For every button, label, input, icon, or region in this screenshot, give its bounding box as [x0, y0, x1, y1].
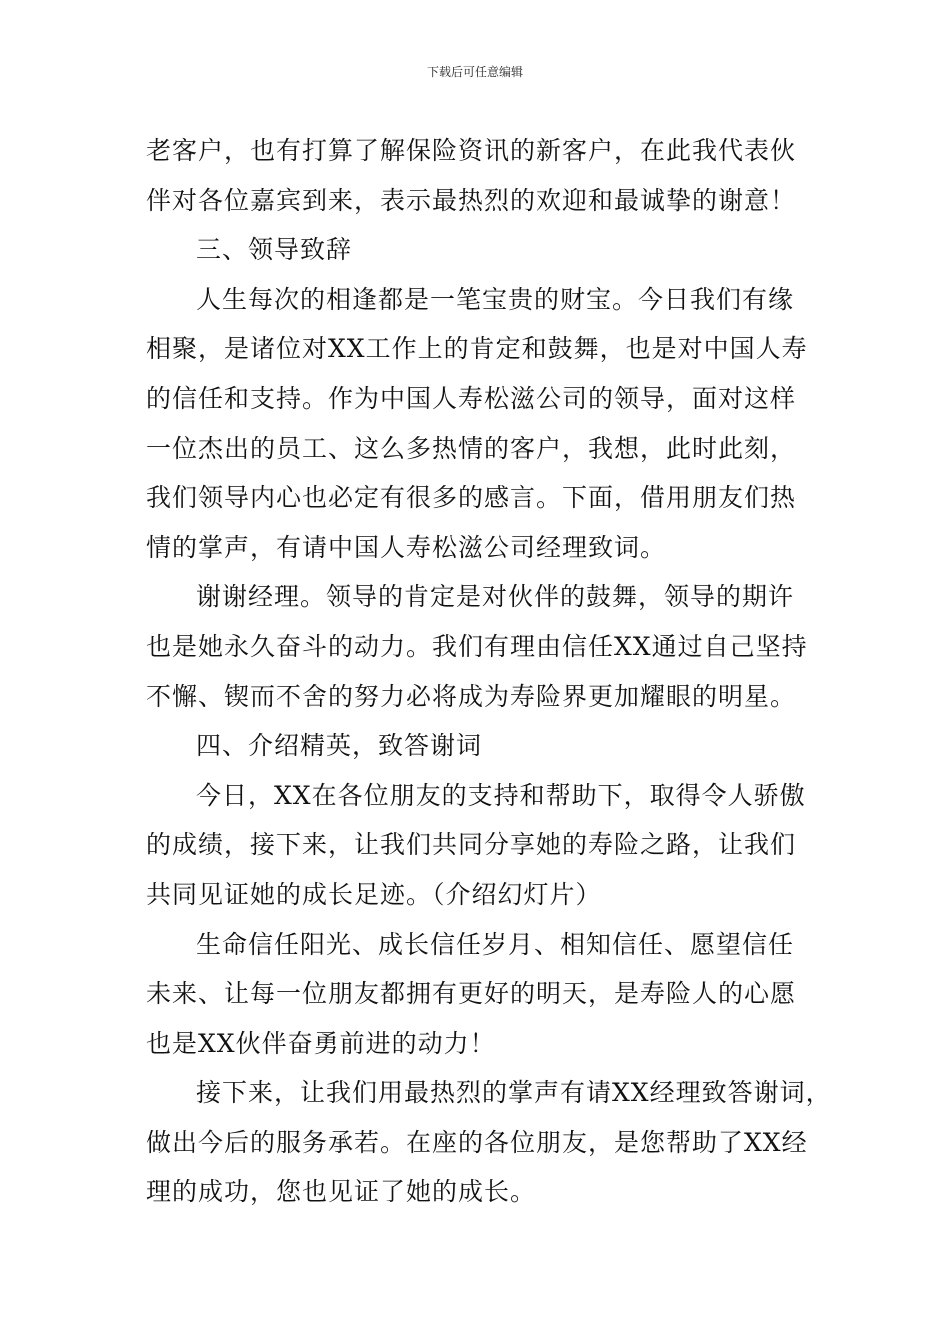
text-line: 伴对各位嘉宾到来，表示最热烈的欢迎和最诚挚的谢意！ [146, 185, 797, 215]
text-line: 谢谢经理。领导的肯定是对伙伴的鼓舞，领导的期许 [196, 582, 795, 612]
text-line: 也是XX伙伴奋勇前进的动力！ [146, 1028, 496, 1058]
text-line: 一位杰出的员工、这么多热情的客户，我想，此时此刻， [146, 433, 797, 463]
text-line: 做出今后的服务承若。在座的各位朋友，是您帮助了XX经 [146, 1127, 808, 1157]
page-header: 下载后可任意编辑 [426, 65, 523, 79]
text-line: 老客户，也有打算了解保险资讯的新客户，在此我代表伙 [146, 136, 797, 165]
text-line: 今日，XX在各位朋友的支持和帮助下，取得令人骄傲 [196, 780, 806, 810]
text-line: 接下来，让我们用最热烈的掌声有请XX经理致答谢词， [196, 1078, 832, 1108]
text-line: 不懈、锲而不舍的努力必将成为寿险界更加耀眼的明星。 [146, 681, 797, 711]
section-heading: 三、领导致辞 [196, 235, 353, 265]
text-line: 的成绩，接下来，让我们共同分享她的寿险之路，让我们 [146, 830, 797, 860]
text-line: 理的成功，您也见证了她的成长。 [146, 1177, 537, 1207]
text-line: 我们领导内心也必定有很多的感言。下面，借用朋友们热 [146, 483, 797, 513]
text-line: 未来、让每一位朋友都拥有更好的明天，是寿险人的心愿 [146, 979, 797, 1009]
text-line: 相聚，是诸位对XX工作上的肯定和鼓舞，也是对中国人寿 [146, 334, 808, 364]
text-line: 情的掌声，有请中国人寿松滋公司经理致词。 [146, 532, 667, 562]
text-line: 共同见证她的成长足迹。（介绍幻灯片） [146, 879, 602, 909]
section-heading: 四、介绍精英，致答谢词 [196, 731, 483, 761]
text-line: 生命信任阳光、成长信任岁月、相知信任、愿望信任 [196, 929, 795, 959]
text-line: 的信任和支持。作为中国人寿松滋公司的领导，面对这样 [146, 383, 797, 413]
text-line: 人生每次的相逢都是一笔宝贵的财宝。今日我们有缘 [196, 284, 795, 314]
text-line: 也是她永久奋斗的动力。我们有理由信任XX通过自己坚持 [146, 631, 808, 661]
document-body [146, 126, 832, 1217]
